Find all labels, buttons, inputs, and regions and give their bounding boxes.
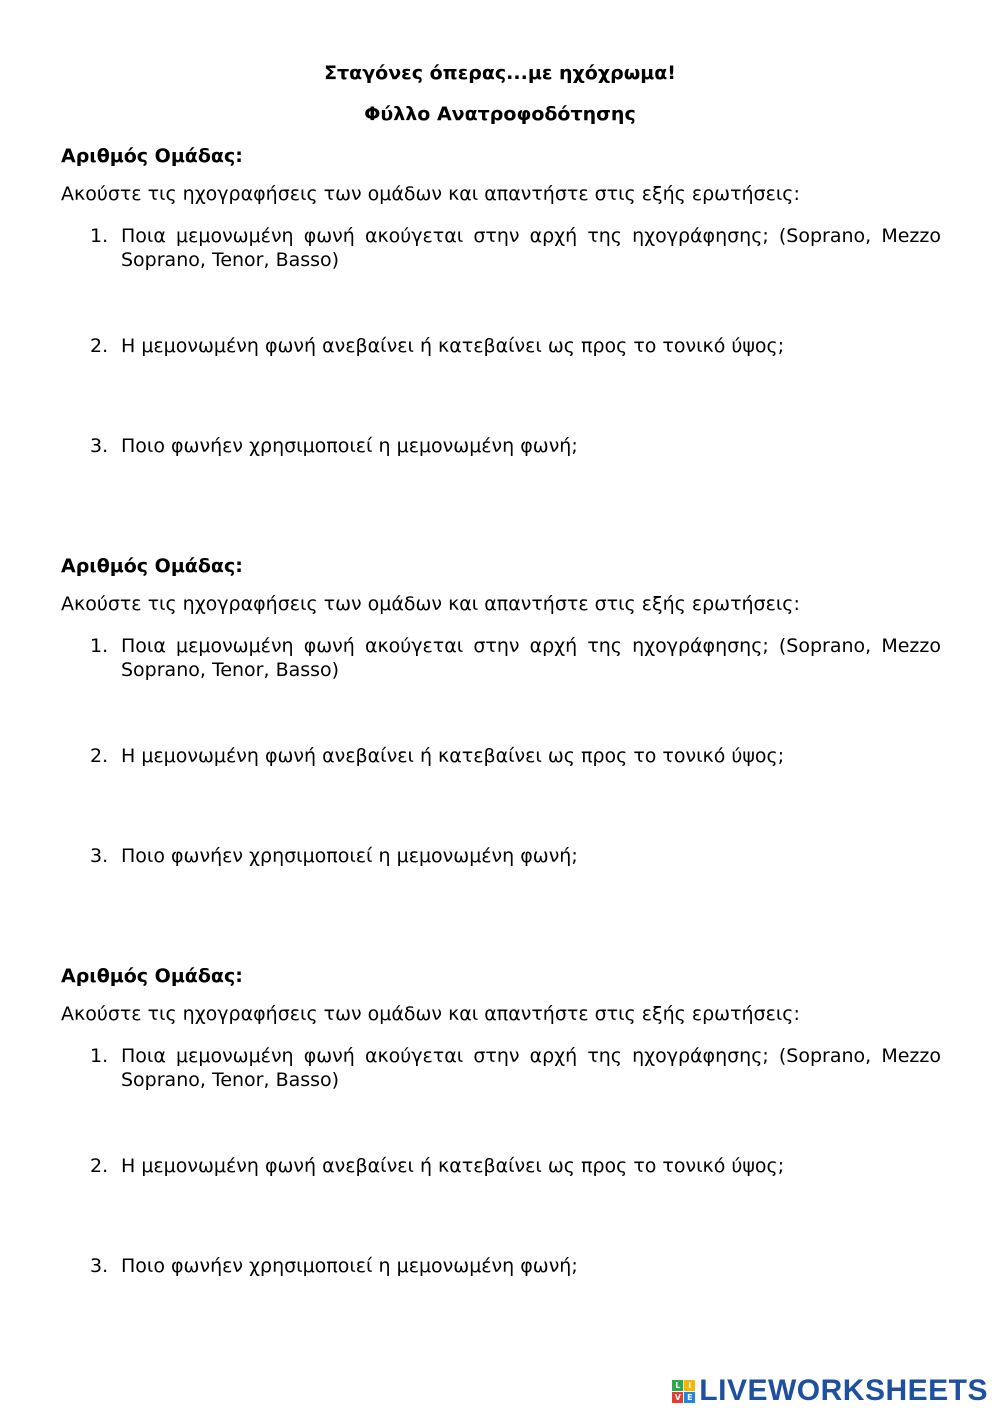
question-2 <box>90 744 941 768</box>
instruction-text: Ακούστε τις ηχογραφήσεις των ομάδων και απαντήστε στις εξής ερωτήσεις: <box>61 183 800 205</box>
question-text: Ποια μεμονωμένη φωνή ακούγεται στην αρχή της ηχογράφησης; (Soprano, Mezzo Soprano, Tenor, Basso) <box>121 225 941 271</box>
question-number: 3. <box>90 1255 109 1277</box>
question-text: Ποια μεμονωμένη φωνή ακούγεται στην αρχή της ηχογράφησης; (Soprano, Mezzo Soprano, Tenor, Basso) <box>121 635 941 681</box>
instruction-text: Ακούστε τις ηχογραφήσεις των ομάδων και απαντήστε στις εξής ερωτήσεις: <box>61 593 800 615</box>
logo-block-e: E <box>684 1392 695 1403</box>
question-text: Ποιο φωνήεν χρησιμοποιεί η μεμονωμένη φωνή; <box>121 1255 578 1277</box>
logo-block-l: L <box>672 1380 683 1391</box>
group-number-label: Αριθμός Ομάδας: <box>61 965 243 987</box>
question-3 <box>90 434 941 458</box>
question-2 <box>90 334 941 358</box>
logo-block-v: V <box>672 1392 683 1403</box>
question-number: 1. <box>90 635 109 657</box>
question-number: 2. <box>90 745 109 767</box>
question-1 <box>90 224 941 272</box>
question-3 <box>90 1254 941 1278</box>
question-text: Η μεμονωμένη φωνή ανεβαίνει ή κατεβαίνει ως προς το τονικό ύψος; <box>121 745 785 767</box>
question-1 <box>90 634 941 682</box>
question-2 <box>90 1154 941 1178</box>
liveworksheets-logo[interactable] <box>672 1374 988 1408</box>
group-number-label: Αριθμός Ομάδας: <box>61 555 243 577</box>
question-1 <box>90 1044 941 1092</box>
liveworksheets-logo-icon <box>672 1380 695 1403</box>
question-number: 1. <box>90 225 109 247</box>
question-3 <box>90 844 941 868</box>
page-title: Σταγόνες όπερας...με ηχόχρωμα! <box>324 62 676 84</box>
question-number: 2. <box>90 335 109 357</box>
question-number: 3. <box>90 435 109 457</box>
page-subtitle: Φύλλο Ανατροφοδότησης <box>364 103 636 125</box>
question-text: Η μεμονωμένη φωνή ανεβαίνει ή κατεβαίνει ως προς το τονικό ύψος; <box>121 1155 785 1177</box>
question-number: 1. <box>90 1045 109 1067</box>
instruction-text: Ακούστε τις ηχογραφήσεις των ομάδων και απαντήστε στις εξής ερωτήσεις: <box>61 1003 800 1025</box>
question-number: 2. <box>90 1155 109 1177</box>
group-number-label: Αριθμός Ομάδας: <box>61 145 243 167</box>
question-text: Ποια μεμονωμένη φωνή ακούγεται στην αρχή της ηχογράφησης; (Soprano, Mezzo Soprano, Tenor, Basso) <box>121 1045 941 1091</box>
logo-text: LIVEWORKSHEETS <box>699 1374 988 1407</box>
question-text: Ποιο φωνήεν χρησιμοποιεί η μεμονωμένη φωνή; <box>121 435 578 457</box>
question-text: Η μεμονωμένη φωνή ανεβαίνει ή κατεβαίνει ως προς το τονικό ύψος; <box>121 335 785 357</box>
logo-block-i: I <box>684 1380 695 1391</box>
question-text: Ποιο φωνήεν χρησιμοποιεί η μεμονωμένη φωνή; <box>121 845 578 867</box>
question-number: 3. <box>90 845 109 867</box>
